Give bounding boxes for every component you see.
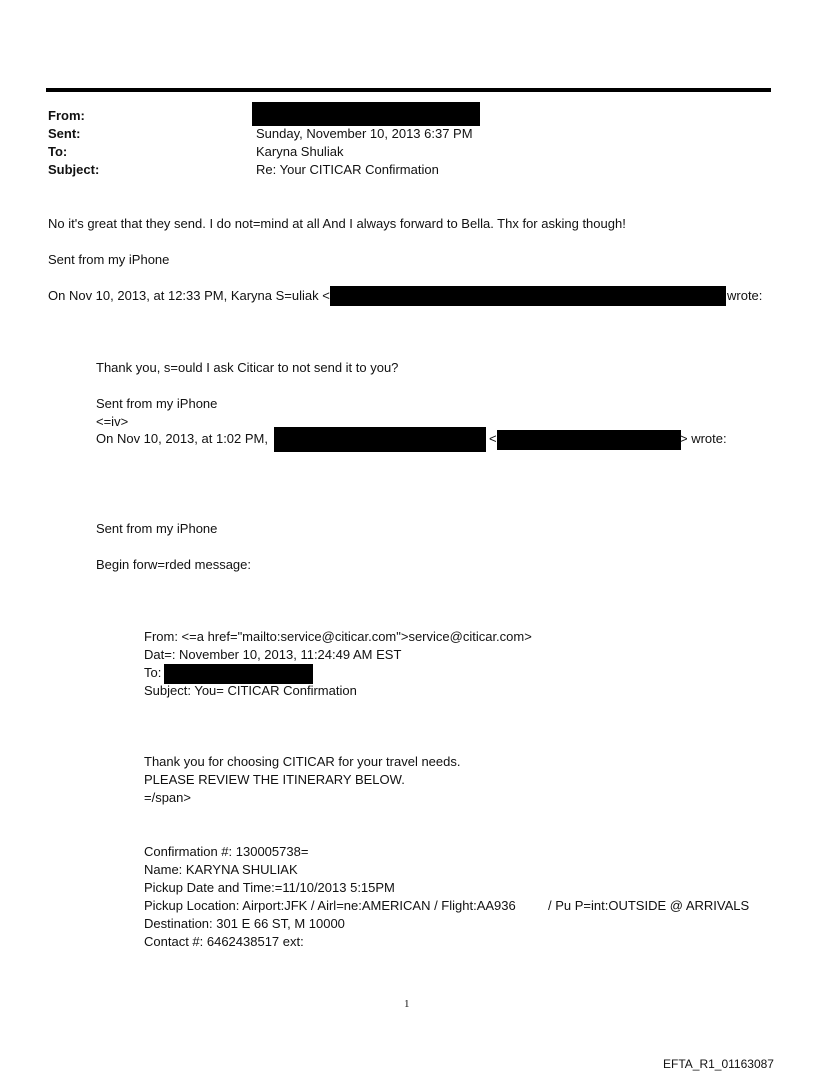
sent-label: Sent:: [48, 126, 81, 141]
forwarded-review: PLEASE REVIEW THE ITINERARY BELOW.: [144, 772, 405, 787]
itinerary-name: Name: KARYNA SHULIAK: [144, 862, 298, 877]
itinerary-pickup-location: Pickup Location: Airport:JFK / Airl=ne:AMERICAN / Flight:AA936: [144, 898, 516, 913]
redacted-email-2: [497, 430, 681, 450]
body-quote-header-prefix: On Nov 10, 2013, at 12:33 PM, Karyna S=uliak <: [48, 288, 330, 303]
document-id: EFTA_R1_01163087: [663, 1057, 774, 1071]
redacted-name: [274, 427, 486, 452]
to-label: To:: [48, 144, 68, 159]
itinerary-destination: Destination: 301 E 66 ST, M 10000: [144, 916, 345, 931]
redacted-recipient: [164, 664, 313, 684]
forwarded-thanks: Thank you for choosing CITICAR for your travel needs.: [144, 754, 461, 769]
forwarded-date: Dat=: November 10, 2013, 11:24:49 AM EST: [144, 647, 402, 662]
itinerary-pickup-time: Pickup Date and Time:=11/10/2013 5:15PM: [144, 880, 395, 895]
sent-value: Sunday, November 10, 2013 6:37 PM: [256, 126, 473, 141]
redacted-email-1: [330, 286, 726, 306]
page-number: 1: [404, 998, 410, 1010]
subject-value: Re: Your CITICAR Confirmation: [256, 162, 439, 177]
itinerary-pickup-point: / Pu P=int:OUTSIDE @ ARRIVALS: [548, 898, 750, 913]
body-signature: Sent from my iPhone: [48, 252, 170, 267]
header-rule: [46, 88, 771, 92]
from-label: From:: [48, 108, 85, 123]
quote1-div-fragment: <=iv>: [96, 414, 129, 429]
to-value: Karyna Shuliak: [256, 144, 344, 159]
quote1-header-lt: <: [489, 431, 497, 446]
redacted-sender: [252, 102, 480, 126]
quote2-forward-note: Begin forw=rded message:: [96, 557, 252, 572]
forwarded-from: From: <=a href="mailto:service@citicar.com">service@citicar.com>: [144, 629, 532, 644]
body-line-reply: No it's great that they send. I do not=mind at all And I always forward to Bella. Thx for asking though!: [48, 216, 626, 231]
forwarded-to: To:: [144, 665, 162, 680]
forwarded-span-fragment: =/span>: [144, 790, 191, 805]
quote1-header-suffix: > wrote:: [680, 431, 727, 446]
quote1-line1: Thank you, s=ould I ask Citicar to not send it to you?: [96, 360, 399, 375]
quote2-signature: Sent from my iPhone: [96, 521, 218, 536]
body-quote-header-suffix: wrote:: [727, 288, 763, 303]
quote1-signature: Sent from my iPhone: [96, 396, 218, 411]
itinerary-confirmation: Confirmation #: 130005738=: [144, 844, 309, 859]
itinerary-contact: Contact #: 6462438517 ext:: [144, 934, 304, 949]
quote1-header-prefix: On Nov 10, 2013, at 1:02 PM,: [96, 431, 268, 446]
forwarded-subject: Subject: You= CITICAR Confirmation: [144, 683, 357, 698]
subject-label: Subject:: [48, 162, 100, 177]
